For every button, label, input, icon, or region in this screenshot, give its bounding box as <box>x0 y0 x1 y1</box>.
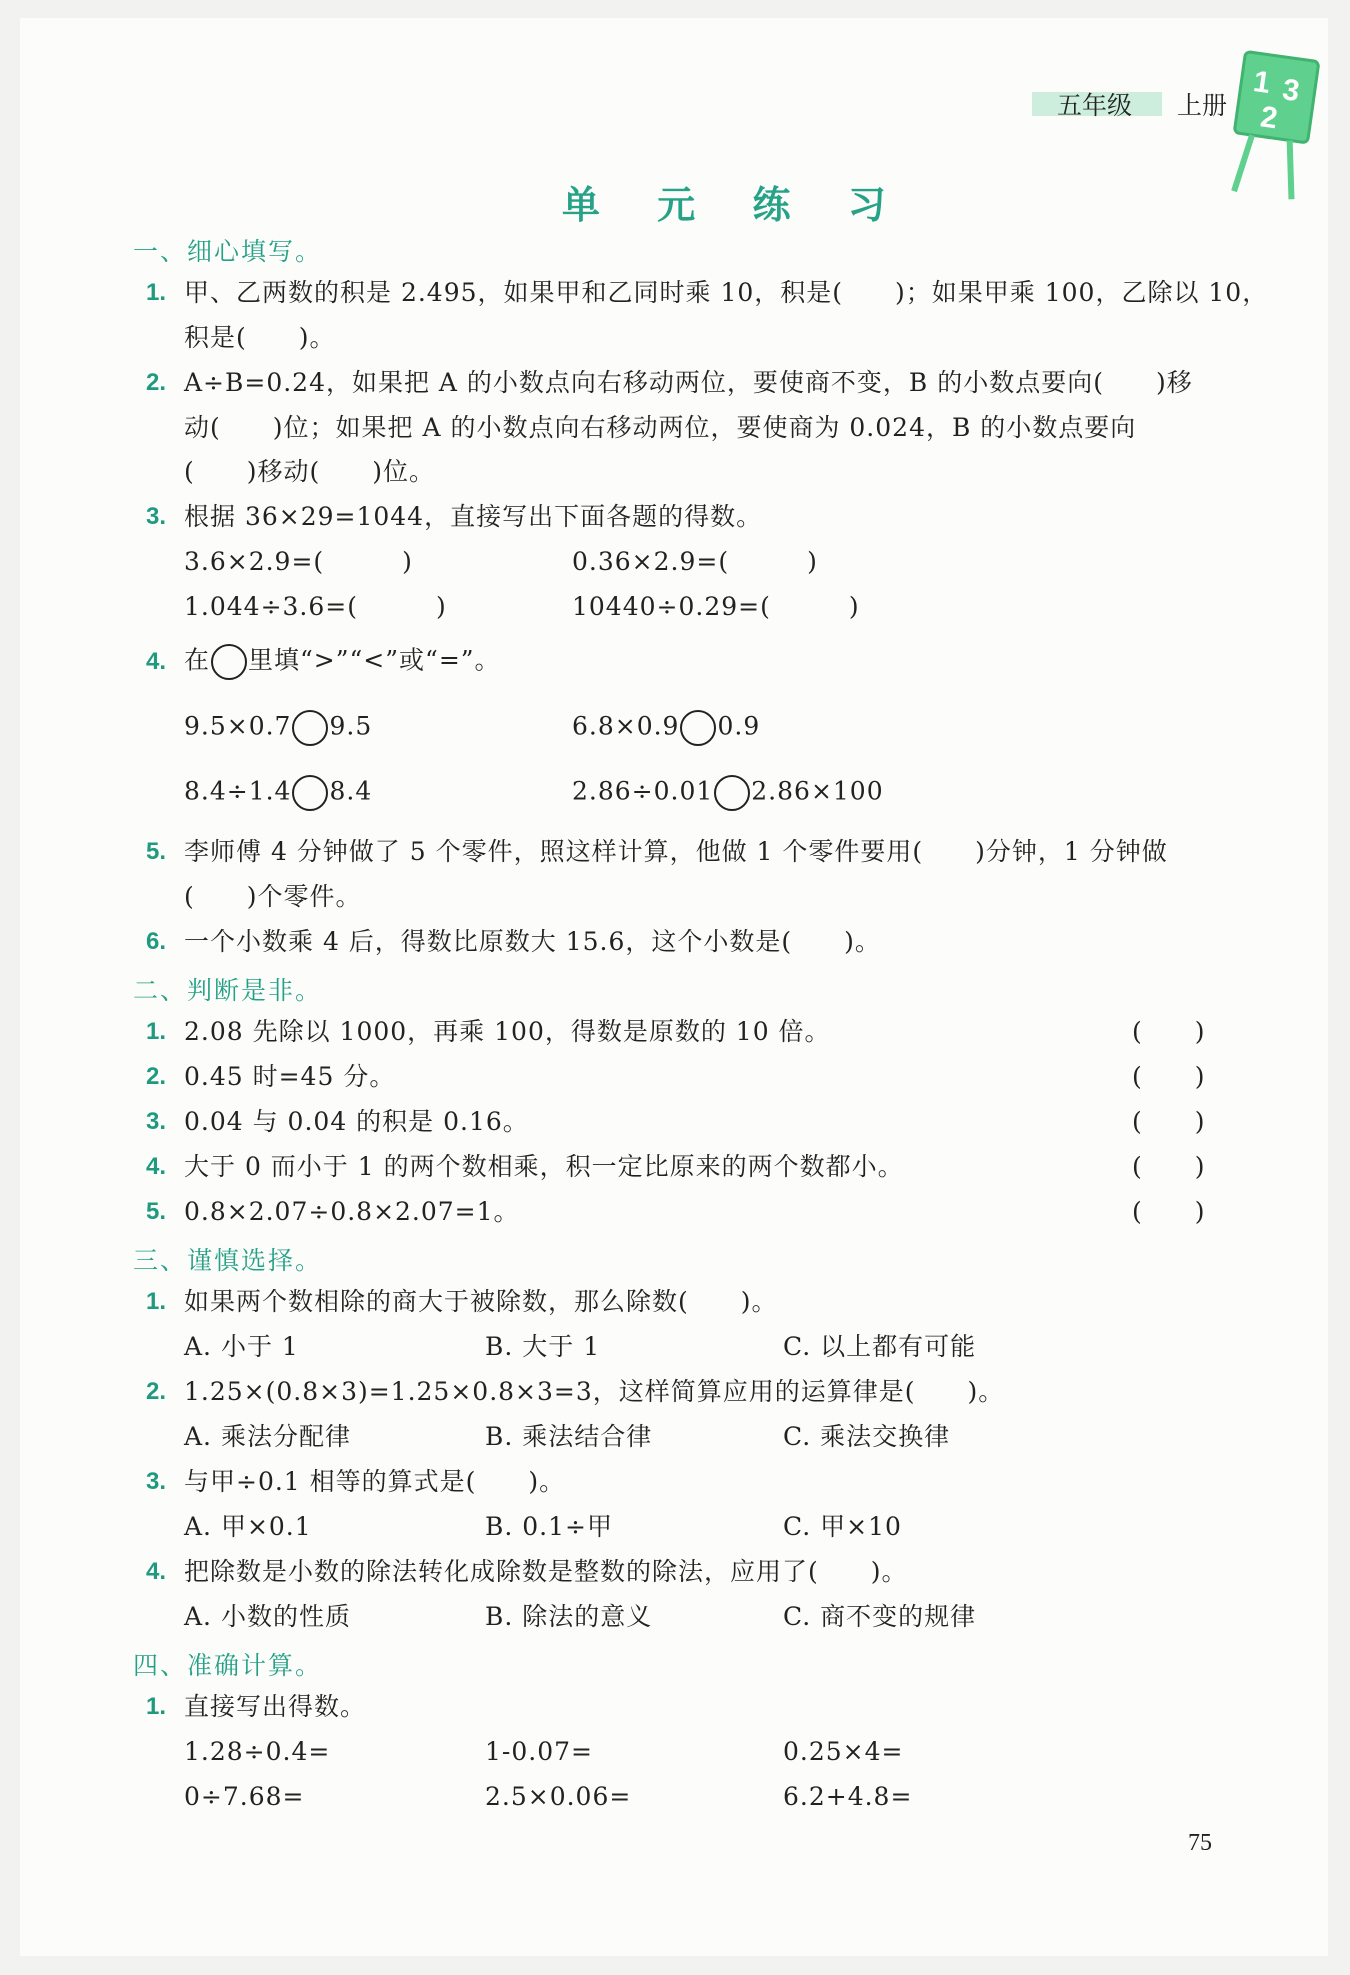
compare-left: 6.8×0.9 <box>572 711 680 741</box>
calc-item: 6.2+4.8= <box>783 1782 913 1811</box>
compare-right: 8.4 <box>329 776 373 806</box>
easel-leg <box>1282 140 1300 199</box>
answer-paren[interactable]: ( ) <box>1132 1197 1206 1226</box>
question-text: 与甲÷0.1 相等的算式是( )。 <box>184 1467 566 1496</box>
answer-item: 10440÷0.29=( ) <box>572 592 860 621</box>
compare-left: 2.86÷0.01 <box>572 776 714 806</box>
question-text: 积是( )。 <box>184 323 336 352</box>
calc-item: 1-0.07= <box>485 1737 593 1766</box>
option-c[interactable]: C. 甲×10 <box>783 1512 902 1541</box>
question-number: 2. <box>146 1063 167 1090</box>
question-number: 1. <box>146 1018 167 1045</box>
statement-text: 2.08 先除以 1000，再乘 100，得数是原数的 10 倍。 <box>184 1017 831 1046</box>
question-number: 3. <box>146 1468 167 1495</box>
statement-text: 0.45 时=45 分。 <box>184 1062 396 1091</box>
easel-leg <box>1234 134 1252 193</box>
question-number: 4. <box>146 1153 167 1180</box>
question-number: 3. <box>146 503 167 530</box>
compare-right: 0.9 <box>717 711 761 741</box>
question-text: ( )个零件。 <box>184 882 362 911</box>
compare-circle-icon[interactable] <box>680 710 716 746</box>
option-c[interactable]: C. 乘法交换律 <box>783 1422 951 1451</box>
question-number: 5. <box>146 1198 167 1225</box>
header-volume: 上册 <box>1177 91 1228 120</box>
option-b[interactable]: B. 除法的意义 <box>485 1602 653 1631</box>
question-number: 1. <box>146 1693 167 1720</box>
calc-item: 0.25×4= <box>783 1737 904 1766</box>
question-text: 李师傅 4 分钟做了 5 个零件，照这样计算，他做 1 个零件要用( )分钟，1 分钟做 <box>184 837 1168 866</box>
question-text: 根据 36×29=1044，直接写出下面各题的得数。 <box>184 502 763 531</box>
section-heading: 三、谨慎选择。 <box>133 1246 323 1275</box>
question-text-post: 里填“>”“<”或“=”。 <box>248 645 501 675</box>
question-text: 把除数是小数的除法转化成除数是整数的除法，应用了( )。 <box>184 1557 908 1586</box>
question-text: 甲、乙两数的积是 2.495，如果甲和乙同时乘 10，积是( )；如果甲乘 100，乙除以 10， <box>184 278 1269 307</box>
calc-item: 1.28÷0.4= <box>184 1737 331 1766</box>
question-number: 6. <box>146 928 167 955</box>
answer-item: 3.6×2.9=( ) <box>184 547 413 576</box>
compare-item <box>572 775 884 811</box>
calc-item: 0÷7.68= <box>184 1782 305 1811</box>
question-text: 1.25×(0.8×3)=1.25×0.8×3=3，这样简算应用的运算律是( )。 <box>184 1377 1005 1406</box>
question-number: 4. <box>146 1558 167 1585</box>
compare-item <box>572 710 760 746</box>
compare-right: 2.86×100 <box>751 776 884 806</box>
question-text <box>184 644 501 680</box>
statement-text: 大于 0 而小于 1 的两个数相乘，积一定比原来的两个数都小。 <box>184 1152 904 1181</box>
question-number: 1. <box>146 1288 167 1315</box>
answer-item: 0.36×2.9=( ) <box>572 547 818 576</box>
compare-right: 9.5 <box>329 711 373 741</box>
compare-circle-icon[interactable] <box>714 775 750 811</box>
compare-item <box>184 710 372 746</box>
question-number: 3. <box>146 1108 167 1135</box>
compare-item <box>184 775 372 811</box>
header-grade: 五年级 <box>1057 91 1133 120</box>
chalkboard-badge-icon <box>1225 46 1325 206</box>
statement-text: 0.04 与 0.04 的积是 0.16。 <box>184 1107 529 1136</box>
option-c[interactable]: C. 以上都有可能 <box>783 1332 977 1361</box>
option-b[interactable]: B. 0.1÷甲 <box>485 1512 613 1541</box>
chalkboard-icon <box>1234 51 1319 143</box>
badge-digit: 2 <box>1258 100 1280 136</box>
compare-circle-icon[interactable] <box>292 710 328 746</box>
answer-item: 1.044÷3.6=( ) <box>184 592 447 621</box>
option-b[interactable]: B. 乘法结合律 <box>485 1422 653 1451</box>
answer-paren[interactable]: ( ) <box>1132 1062 1206 1091</box>
answer-paren[interactable]: ( ) <box>1132 1107 1206 1136</box>
page-title: 单 元 练 习 <box>562 183 908 227</box>
question-number: 4. <box>146 648 167 675</box>
question-text: 动( )位；如果把 A 的小数点向右移动两位，要使商为 0.024，B 的小数点要向 <box>184 413 1137 442</box>
badge-digit: 1 <box>1251 64 1273 100</box>
question-number: 5. <box>146 838 167 865</box>
question-number: 2. <box>146 369 167 396</box>
option-a[interactable]: A. 乘法分配律 <box>184 1422 351 1451</box>
calc-item: 2.5×0.06= <box>485 1782 632 1811</box>
question-text-pre: 在 <box>184 645 211 675</box>
question-text: 一个小数乘 4 后，得数比原数大 15.6，这个小数是( )。 <box>184 927 881 956</box>
section-heading: 一、细心填写。 <box>133 237 323 266</box>
question-text: A÷B=0.24，如果把 A 的小数点向右移动两位，要使商不变，B 的小数点要向( )移 <box>184 368 1193 397</box>
page-number: 75 <box>1188 1830 1212 1856</box>
section-heading: 二、判断是非。 <box>133 976 323 1005</box>
badge-digit: 3 <box>1280 73 1302 109</box>
answer-paren[interactable]: ( ) <box>1132 1152 1206 1181</box>
question-number: 1. <box>146 279 167 306</box>
compare-circle-icon <box>211 644 247 680</box>
option-a[interactable]: A. 小数的性质 <box>184 1602 351 1631</box>
question-text: 直接写出得数。 <box>184 1692 367 1721</box>
answer-paren[interactable]: ( ) <box>1132 1017 1206 1046</box>
statement-text: 0.8×2.07÷0.8×2.07=1。 <box>184 1197 520 1226</box>
option-b[interactable]: B. 大于 1 <box>485 1332 601 1361</box>
compare-circle-icon[interactable] <box>292 775 328 811</box>
compare-left: 8.4÷1.4 <box>184 776 292 806</box>
section-heading: 四、准确计算。 <box>133 1651 323 1680</box>
option-c[interactable]: C. 商不变的规律 <box>783 1602 977 1631</box>
question-number: 2. <box>146 1378 167 1405</box>
question-text: 如果两个数相除的商大于被除数，那么除数( )。 <box>184 1287 778 1316</box>
option-a[interactable]: A. 甲×0.1 <box>184 1512 312 1541</box>
question-text: ( )移动( )位。 <box>184 457 436 486</box>
compare-left: 9.5×0.7 <box>184 711 292 741</box>
option-a[interactable]: A. 小于 1 <box>184 1332 299 1361</box>
